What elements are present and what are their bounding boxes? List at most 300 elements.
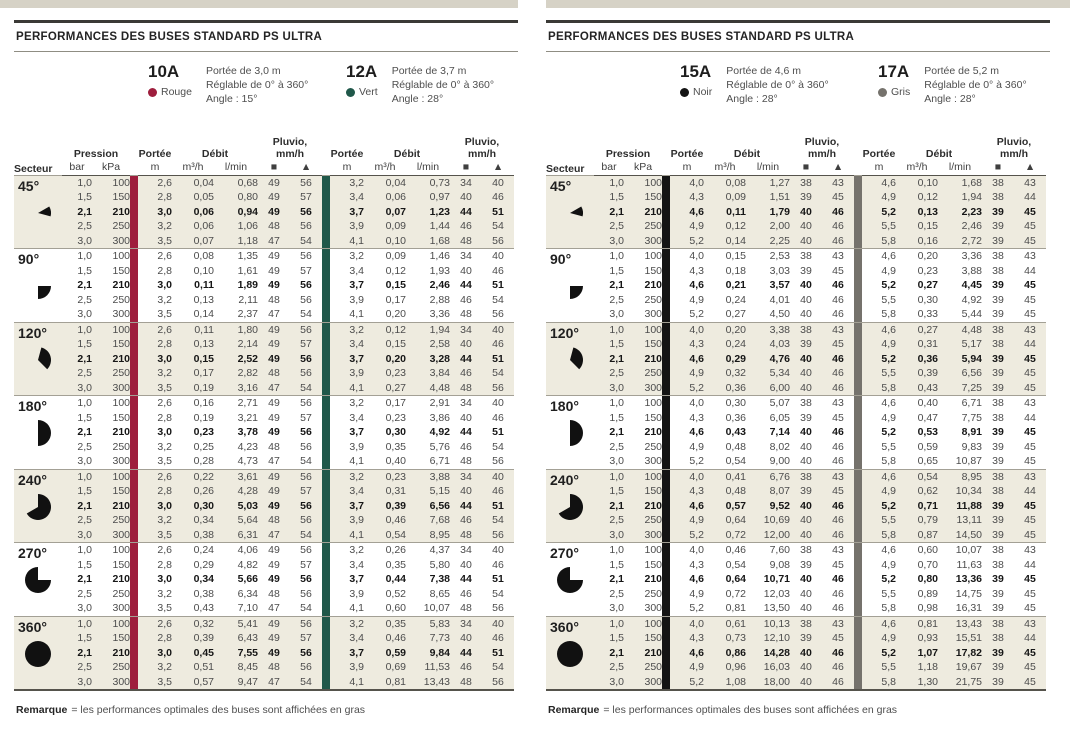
cell-pression-kpa: 300	[624, 234, 662, 249]
nozzle-specs	[206, 62, 308, 106]
table-row	[14, 264, 514, 279]
cell-pression-bar: 1,5	[62, 337, 92, 352]
cell-n2-debit-m3h: 0,87	[896, 528, 938, 543]
unit-m: m	[862, 160, 896, 175]
cell-pression-bar: 2,1	[62, 205, 92, 220]
cell-n2-pluvio-carre: 44	[460, 426, 472, 438]
cell-n1-debit-lmin: 4,01	[769, 293, 791, 306]
table-row	[14, 572, 514, 587]
cell-n1-portee: 2,8	[138, 484, 172, 499]
table-row	[546, 307, 1046, 322]
cell-n2-pluvio-carre: 44	[460, 279, 472, 291]
cell-pression-kpa: 150	[624, 337, 662, 352]
cell-pression-bar: 2,5	[609, 293, 624, 306]
cell-n2-portee: 5,8	[862, 528, 896, 543]
cell-n1-portee: 4,9	[689, 587, 705, 600]
cell-pression-kpa: 300	[112, 455, 131, 467]
cell-n1-pluvio-carre: 38	[790, 616, 822, 631]
cell-n1-portee: 3,2	[157, 440, 173, 453]
cell-n2-pluvio-carre: 48	[450, 528, 482, 543]
cell-n1-debit-lmin: 1,18	[214, 234, 258, 249]
cell-n2-pluvio-carre: 44	[450, 646, 482, 661]
table-row	[546, 366, 1046, 381]
cell-n1-debit-m3h: 0,51	[172, 660, 214, 675]
table-row	[14, 646, 514, 661]
cell-pression-kpa: 150	[92, 190, 130, 205]
cell-n2-pluvio-carre: 38	[982, 249, 1014, 264]
cell-pression-bar: 2,1	[609, 279, 624, 291]
table-row	[14, 469, 514, 484]
cell-n1-debit-lmin: 1,06	[214, 219, 258, 234]
cell-n2-debit-lmin: 4,48	[406, 381, 450, 396]
cell-n2-debit-lmin: 3,84	[406, 366, 450, 381]
cell-pression-bar: 1,5	[62, 190, 92, 205]
unit-bar: bar	[594, 160, 624, 175]
nozzle-color-stripe	[130, 616, 138, 690]
cell-n2-debit-lmin: 10,07	[938, 543, 982, 558]
cell-pression-kpa: 150	[624, 484, 662, 499]
cell-n2-pluvio-triangle: 43	[1014, 616, 1046, 631]
cell-n2-pluvio-carre: 48	[460, 602, 472, 614]
cell-n1-debit-lmin: 4,28	[214, 484, 258, 499]
nozzle-color-stripe	[322, 543, 330, 617]
cell-n1-debit-m3h: 0,04	[172, 175, 214, 190]
sector-cell	[14, 469, 62, 543]
cell-n1-pluvio-triangle: 57	[300, 411, 312, 424]
panel-left	[14, 20, 518, 716]
cell-n1-portee: 3,2	[138, 219, 172, 234]
cell-n2-debit-lmin: 5,83	[406, 616, 450, 631]
cell-n1-pluvio-triangle: 46	[822, 499, 854, 514]
cell-n1-portee: 4,0	[670, 543, 704, 558]
cell-pression-bar: 3,0	[609, 602, 624, 614]
cell-n1-debit-lmin: 4,23	[237, 440, 259, 453]
table-row	[14, 396, 514, 411]
cell-n2-debit-lmin: 2,72	[938, 234, 982, 249]
sector-cell	[14, 616, 62, 690]
cell-pression-bar: 2,1	[62, 646, 92, 661]
table-header	[546, 136, 1046, 175]
cell-n1-debit-m3h: 0,26	[172, 484, 214, 499]
unit-m: m	[670, 160, 704, 175]
cell-n2-debit-m3h: 0,31	[896, 337, 938, 352]
cell-n2-pluvio-triangle: 56	[482, 234, 514, 249]
nozzle-color-stripe	[322, 249, 330, 323]
cell-n1-pluvio-triangle: 46	[822, 234, 854, 249]
cell-n1-debit-m3h: 0,30	[172, 499, 214, 514]
performance-table-left	[14, 136, 514, 691]
cell-n2-debit-lmin: 5,80	[429, 558, 451, 571]
cell-n1-pluvio-carre: 48	[268, 293, 280, 306]
cell-pression-bar: 2,5	[594, 219, 624, 234]
square-icon: ■	[258, 160, 290, 175]
stripe-spacer	[662, 136, 670, 175]
cell-n2-debit-lmin: 6,71	[429, 455, 451, 467]
table-row	[546, 499, 1046, 514]
cell-n2-portee: 5,5	[862, 660, 896, 675]
spec-angle: Angle : 28°	[726, 93, 778, 105]
cell-pression-kpa: 100	[92, 322, 130, 337]
cell-n2-pluvio-carre: 40	[450, 337, 482, 352]
cell-pression-bar: 2,5	[77, 293, 92, 306]
panel-left-title-bar	[14, 20, 518, 52]
cell-n2-pluvio-triangle: 45	[1014, 675, 1046, 691]
cell-n2-pluvio-carre: 39	[982, 366, 1014, 381]
cell-n2-portee: 5,2	[881, 279, 897, 291]
cell-n1-pluvio-carre: 49	[258, 543, 290, 558]
cell-n2-pluvio-carre: 34	[450, 396, 482, 411]
triangle-icon: ▲	[290, 160, 322, 175]
nozzle-code: 15A	[680, 62, 712, 81]
cell-n1-debit-m3h: 0,72	[725, 587, 747, 600]
cell-n1-portee: 5,2	[670, 675, 704, 691]
cell-pression-kpa: 250	[644, 293, 663, 306]
cell-n2-portee: 3,7	[349, 573, 365, 585]
cell-n2-pluvio-triangle: 51	[492, 573, 504, 585]
triangle-icon: ▲	[822, 160, 854, 175]
cell-n2-debit-m3h: 0,81	[364, 675, 406, 691]
cell-n2-debit-lmin: 1,44	[406, 219, 450, 234]
cell-n1-debit-lmin: 7,14	[769, 426, 791, 438]
nozzle-color-stripe	[854, 396, 862, 470]
cell-n2-debit-lmin: 3,86	[429, 411, 451, 424]
cell-n2-portee: 3,7	[349, 426, 365, 438]
sector-cell	[14, 396, 62, 470]
cell-n2-pluvio-triangle: 45	[1024, 587, 1036, 600]
cell-n1-pluvio-triangle: 45	[832, 558, 844, 571]
cell-n1-debit-lmin: 6,00	[746, 381, 790, 396]
cell-pression-bar: 1,5	[62, 484, 92, 499]
cell-n1-pluvio-triangle: 54	[300, 308, 312, 320]
cell-n1-portee: 4,6	[689, 279, 705, 291]
unit-m3h: m³/h	[704, 160, 746, 175]
cell-n1-debit-lmin: 1,61	[237, 264, 259, 277]
cell-pression-bar: 1,0	[594, 543, 624, 558]
cell-n2-pluvio-triangle: 40	[482, 396, 514, 411]
cell-n2-debit-m3h: 0,23	[364, 366, 406, 381]
cell-n1-pluvio-triangle: 46	[832, 455, 844, 467]
unit-m3h: m³/h	[172, 160, 214, 175]
cell-n2-debit-m3h: 0,54	[896, 469, 938, 484]
cell-n1-pluvio-carre: 40	[790, 366, 822, 381]
cell-n2-pluvio-triangle: 45	[1014, 513, 1046, 528]
cell-n2-pluvio-triangle: 43	[1014, 322, 1046, 337]
cell-n2-debit-m3h: 0,81	[896, 616, 938, 631]
cell-n1-pluvio-carre: 49	[268, 573, 280, 585]
cell-pression-kpa: 150	[644, 558, 663, 571]
cell-pression-kpa: 250	[624, 219, 662, 234]
spec-reglable: Réglable de 0° à 360°	[391, 79, 495, 91]
cell-n1-portee: 4,3	[670, 190, 704, 205]
cell-n2-debit-m3h: 0,17	[385, 293, 407, 306]
cell-n2-pluvio-carre: 48	[450, 234, 482, 249]
cell-n1-debit-lmin: 10,69	[746, 513, 790, 528]
table-row	[14, 249, 514, 264]
table-row	[546, 646, 1046, 661]
cell-n1-pluvio-triangle: 56	[300, 293, 312, 306]
cell-pression-kpa: 300	[644, 308, 663, 320]
cell-n2-pluvio-carre: 39	[982, 219, 1014, 234]
cell-n2-portee: 4,9	[862, 190, 896, 205]
cell-n2-pluvio-triangle: 45	[1024, 455, 1036, 467]
cell-n2-pluvio-triangle: 51	[492, 279, 504, 291]
cell-n1-pluvio-carre: 40	[790, 513, 822, 528]
cell-pression-kpa: 300	[624, 381, 662, 396]
cell-n2-portee: 4,1	[330, 234, 364, 249]
cell-n2-portee: 3,9	[349, 587, 365, 600]
cell-n2-debit-m3h: 0,46	[364, 631, 406, 646]
cell-n1-pluvio-triangle: 46	[822, 675, 854, 691]
cell-n1-debit-lmin: 9,52	[746, 499, 790, 514]
cell-n2-debit-lmin: 0,97	[406, 190, 450, 205]
cell-n2-debit-lmin: 11,88	[938, 499, 982, 514]
cell-n2-debit-m3h: 0,17	[364, 396, 406, 411]
cell-n2-pluvio-carre: 39	[992, 602, 1004, 614]
sector-cell	[14, 249, 62, 323]
remark-label: Remarque	[16, 704, 68, 716]
cell-n1-portee: 2,6	[138, 175, 172, 190]
cell-n1-debit-m3h: 0,36	[725, 411, 747, 424]
cell-n2-pluvio-carre: 44	[460, 573, 472, 585]
cell-n1-debit-lmin: 6,76	[746, 469, 790, 484]
col-header-debit: Débit	[201, 148, 229, 160]
cell-n2-portee: 3,7	[330, 205, 364, 220]
cell-n1-debit-m3h: 0,08	[172, 249, 214, 264]
cell-n2-debit-lmin: 21,75	[938, 675, 982, 691]
cell-n1-portee: 4,0	[670, 469, 704, 484]
sector-label: 45°	[550, 177, 572, 194]
cell-n2-pluvio-triangle: 45	[1014, 381, 1046, 396]
cell-n2-debit-m3h: 0,40	[385, 455, 407, 467]
cell-n2-debit-lmin: 13,43	[406, 675, 450, 691]
cell-n2-debit-m3h: 1,18	[896, 660, 938, 675]
table-row	[546, 190, 1046, 205]
cell-n1-debit-lmin: 1,51	[746, 190, 790, 205]
cell-n2-portee: 5,8	[881, 308, 897, 320]
nozzle-legend	[546, 62, 1050, 128]
cell-n2-debit-lmin: 5,44	[961, 308, 983, 320]
cell-pression-kpa: 150	[92, 484, 130, 499]
cell-pression-kpa: 210	[644, 279, 663, 291]
cell-n2-debit-lmin: 14,50	[938, 528, 982, 543]
table-row	[546, 440, 1046, 455]
cell-n2-debit-m3h: 0,30	[385, 426, 407, 438]
cell-pression-bar: 3,0	[77, 308, 92, 320]
cell-n1-pluvio-triangle: 45	[832, 264, 844, 277]
table-row	[14, 205, 514, 220]
cell-n2-debit-m3h: 0,09	[364, 249, 406, 264]
cell-pression-kpa: 150	[92, 631, 130, 646]
cell-n1-portee: 3,5	[157, 602, 173, 614]
cell-n2-portee: 3,9	[330, 513, 364, 528]
cell-n2-pluvio-carre: 39	[982, 499, 1014, 514]
cell-n2-pluvio-carre: 38	[982, 175, 1014, 190]
table-row	[14, 411, 514, 426]
cell-n1-pluvio-carre: 40	[790, 352, 822, 367]
cell-n1-pluvio-triangle: 56	[290, 352, 322, 367]
cell-n1-pluvio-triangle: 57	[300, 558, 312, 571]
cell-n2-pluvio-triangle: 44	[1014, 190, 1046, 205]
table-row	[14, 484, 514, 499]
sector-label: 180°	[550, 398, 579, 414]
cell-n2-debit-m3h: 0,13	[896, 205, 938, 220]
sector-cell	[14, 543, 62, 617]
cell-n2-debit-m3h: 0,09	[364, 219, 406, 234]
nozzle-color-stripe	[130, 396, 138, 470]
cell-pression-kpa: 300	[624, 528, 662, 543]
cell-n2-portee: 5,5	[862, 366, 896, 381]
sector-label: 180°	[18, 398, 47, 414]
table-row	[546, 660, 1046, 675]
cell-pression-bar: 2,1	[609, 573, 624, 585]
cell-n2-debit-lmin: 4,37	[406, 543, 450, 558]
cell-n2-portee: 3,7	[349, 279, 365, 291]
cell-n2-debit-lmin: 8,91	[961, 426, 983, 438]
cell-n1-debit-m3h: 0,36	[704, 381, 746, 396]
cell-pression-kpa: 210	[112, 279, 131, 291]
cell-pression-kpa: 300	[92, 381, 130, 396]
cell-n1-pluvio-carre: 49	[268, 558, 280, 571]
col-header-secteur: Secteur	[14, 162, 53, 175]
remark-text: = les performances optimales des buses sont affichées en gras	[71, 704, 366, 716]
cell-n1-debit-lmin: 5,41	[214, 616, 258, 631]
unit-kpa: kPa	[624, 160, 662, 175]
cell-n1-debit-m3h: 0,96	[704, 660, 746, 675]
cell-pression-kpa: 210	[92, 499, 130, 514]
cell-n2-pluvio-triangle: 43	[1014, 469, 1046, 484]
cell-n1-portee: 4,9	[670, 660, 704, 675]
cell-n1-pluvio-triangle: 56	[300, 279, 312, 291]
cell-n1-portee: 4,3	[689, 558, 705, 571]
cell-n1-debit-lmin: 3,03	[769, 264, 791, 277]
nozzle-color-stripe	[854, 322, 862, 396]
cell-n1-pluvio-triangle: 56	[300, 440, 312, 453]
cell-n1-pluvio-carre: 40	[800, 455, 812, 467]
cell-n1-pluvio-carre: 38	[790, 543, 822, 558]
cell-n2-debit-lmin: 3,88	[961, 264, 983, 277]
sector-cell	[546, 322, 594, 396]
cell-n2-portee: 3,9	[330, 219, 364, 234]
cell-n1-portee: 3,5	[138, 381, 172, 396]
cell-n2-portee: 4,9	[862, 631, 896, 646]
cell-n1-debit-lmin: 1,35	[214, 249, 258, 264]
sector-label: 240°	[18, 471, 47, 488]
cell-n1-pluvio-carre: 49	[258, 646, 290, 661]
cell-pression-bar: 3,0	[609, 455, 624, 467]
cell-n1-pluvio-triangle: 56	[290, 322, 322, 337]
cell-n2-portee: 5,2	[862, 205, 896, 220]
cell-n2-pluvio-carre: 46	[450, 660, 482, 675]
cell-n1-debit-lmin: 6,31	[214, 528, 258, 543]
cell-n1-pluvio-triangle: 56	[300, 573, 312, 585]
cell-n1-pluvio-triangle: 46	[832, 293, 844, 306]
cell-n1-debit-m3h: 0,38	[172, 528, 214, 543]
nozzle-color-stripe	[130, 175, 138, 249]
table-row	[14, 528, 514, 543]
cell-n1-portee: 2,8	[138, 190, 172, 205]
cell-pression-bar: 2,1	[594, 352, 624, 367]
cell-n1-pluvio-carre: 48	[258, 219, 290, 234]
cell-pression-bar: 2,1	[77, 426, 92, 438]
cell-n1-debit-lmin: 2,25	[746, 234, 790, 249]
cell-pression-bar: 2,5	[62, 219, 92, 234]
cell-n2-debit-lmin: 0,73	[406, 175, 450, 190]
cell-n1-pluvio-triangle: 43	[822, 543, 854, 558]
cell-pression-kpa: 300	[92, 234, 130, 249]
cell-n2-pluvio-triangle: 45	[1024, 293, 1036, 306]
cell-n1-debit-lmin: 1,79	[746, 205, 790, 220]
cell-n1-debit-m3h: 0,06	[172, 205, 214, 220]
cell-pression-bar: 2,1	[609, 426, 624, 438]
cell-pression-kpa: 100	[92, 543, 130, 558]
cell-n2-debit-m3h: 0,69	[364, 660, 406, 675]
triangle-icon: ▲	[482, 160, 514, 175]
cell-n1-portee: 2,8	[157, 264, 173, 277]
cell-n1-portee: 3,0	[138, 499, 172, 514]
cell-n2-debit-m3h: 0,39	[364, 499, 406, 514]
table-row	[546, 352, 1046, 367]
spec-portee: Portée de 5,2 m	[924, 65, 999, 77]
cell-n1-pluvio-triangle: 56	[290, 219, 322, 234]
cell-n1-debit-m3h: 0,17	[172, 366, 214, 381]
cell-n1-pluvio-triangle: 46	[822, 366, 854, 381]
unit-lmin: l/min	[746, 160, 790, 175]
cell-n2-debit-m3h: 0,15	[364, 337, 406, 352]
cell-n2-pluvio-triangle: 45	[1024, 440, 1036, 453]
nozzle-color-dot-icon	[148, 88, 157, 97]
cell-pression-kpa: 210	[112, 426, 131, 438]
cell-n2-portee: 4,9	[881, 264, 897, 277]
nozzle-color-stripe	[854, 249, 862, 323]
cell-n2-pluvio-triangle: 45	[1024, 308, 1036, 320]
remark	[546, 704, 1050, 716]
cell-n1-portee: 4,3	[670, 631, 704, 646]
table-row	[546, 425, 1046, 440]
cell-pression-kpa: 210	[624, 646, 662, 661]
cell-n1-debit-m3h: 0,48	[704, 484, 746, 499]
cell-n2-portee: 5,2	[862, 352, 896, 367]
cell-n1-debit-lmin: 9,47	[214, 675, 258, 691]
table-row	[546, 513, 1046, 528]
cell-pression-bar: 3,0	[594, 234, 624, 249]
cell-n2-portee: 4,1	[330, 381, 364, 396]
sector-arc-icon	[556, 493, 584, 521]
cell-n2-pluvio-carre: 44	[450, 499, 482, 514]
spec-angle: Angle : 28°	[391, 93, 444, 105]
cell-n1-debit-m3h: 0,18	[725, 264, 747, 277]
cell-pression-bar: 3,0	[77, 455, 92, 467]
cell-n1-debit-m3h: 0,07	[172, 234, 214, 249]
square-icon: ■	[982, 160, 1014, 175]
cell-n1-pluvio-carre: 49	[268, 411, 280, 424]
cell-n2-pluvio-triangle: 40	[482, 322, 514, 337]
cell-n1-portee: 4,3	[689, 411, 705, 424]
cell-n2-portee: 5,8	[881, 455, 897, 467]
cell-n1-debit-m3h: 0,43	[725, 426, 747, 438]
cell-pression-bar: 1,5	[594, 484, 624, 499]
cell-n1-portee: 2,6	[138, 469, 172, 484]
cell-n1-pluvio-triangle: 56	[290, 616, 322, 631]
cell-pression-kpa: 250	[112, 293, 131, 306]
cell-pression-bar: 2,5	[609, 440, 624, 453]
cell-n1-portee: 2,6	[138, 396, 172, 411]
cell-n1-portee: 5,2	[689, 455, 705, 467]
cell-pression-bar: 2,5	[594, 660, 624, 675]
sector-cell	[14, 322, 62, 396]
table-row	[546, 278, 1046, 293]
cell-n1-portee: 5,2	[670, 381, 704, 396]
cell-n2-pluvio-carre: 46	[460, 587, 472, 600]
